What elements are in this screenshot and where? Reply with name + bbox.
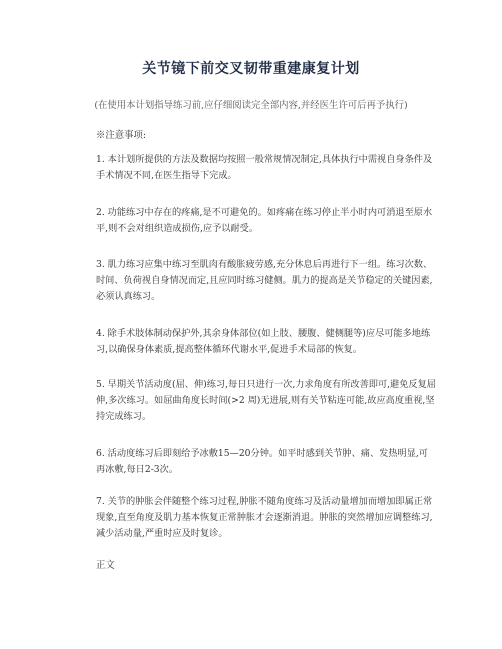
notice-item-5: 5. 早期关节活动度(屈、伸)练习,每日只进行一次,力求角度有所改善即可,避免反复屈伸,多次练习。如屈曲角度长时间(>2 周)无进展,则有关节粘连可能,故应高度重视,坚持完成练习。: [96, 379, 436, 422]
notice-item-7: 7. 关节的肿胀会伴随整个练习过程,肿胀不随角度练习及活动量增加而增加即属正常现象,直至角度及肌力基本恢复正常肿胀才会逐渐消退。肿胀的突然增加应调整练习,减少活动量,严重时应及时复诊。: [96, 496, 433, 539]
document-subtitle: (在使用本计划指导练习前,应仔细阅读完全部内容,并经医生许可后再予执行): [94, 100, 408, 111]
notice-item-1: 1. 本计划所提供的方法及数据均按照一般常规情况制定,具体执行中需视自身条件及手术情况不同,在医生指导下完成。: [96, 154, 433, 181]
notice-item-3: 3. 肌力练习应集中练习至肌肉有酸胀疲劳感,充分休息后再进行下一组。练习次数、时间、负荷视自身情况而定,且应同时练习健侧。肌力的提高是关节稳定的关键因素,必须认真练习。: [96, 259, 433, 302]
notice-item-4: 4. 除手术肢体制动保护外,其余身体部位(如上肢、腰腹、健侧腿等)应尽可能多地练习,以确保身体素质,提高整体循环代谢水平,促进手术局部的恢复。: [96, 328, 431, 355]
notice-item-6: 6. 活动度练习后即刻给予冰敷15—20分钟。如平时感到关节肿、痛、发热明显,可再冰敷,每日2-3次。: [96, 448, 428, 475]
body-section-label: 正文: [96, 560, 115, 571]
notice-item-2: 2. 功能练习中存在的疼痛,是不可避免的。如疼痛在练习停止半小时内可消退至原水平,则不会对组织造成损伤,应予以耐受。: [96, 207, 433, 234]
document-title: 关节镜下前交叉韧带重建康复计划: [142, 61, 360, 77]
notice-heading: ※注意事项:: [96, 130, 147, 141]
